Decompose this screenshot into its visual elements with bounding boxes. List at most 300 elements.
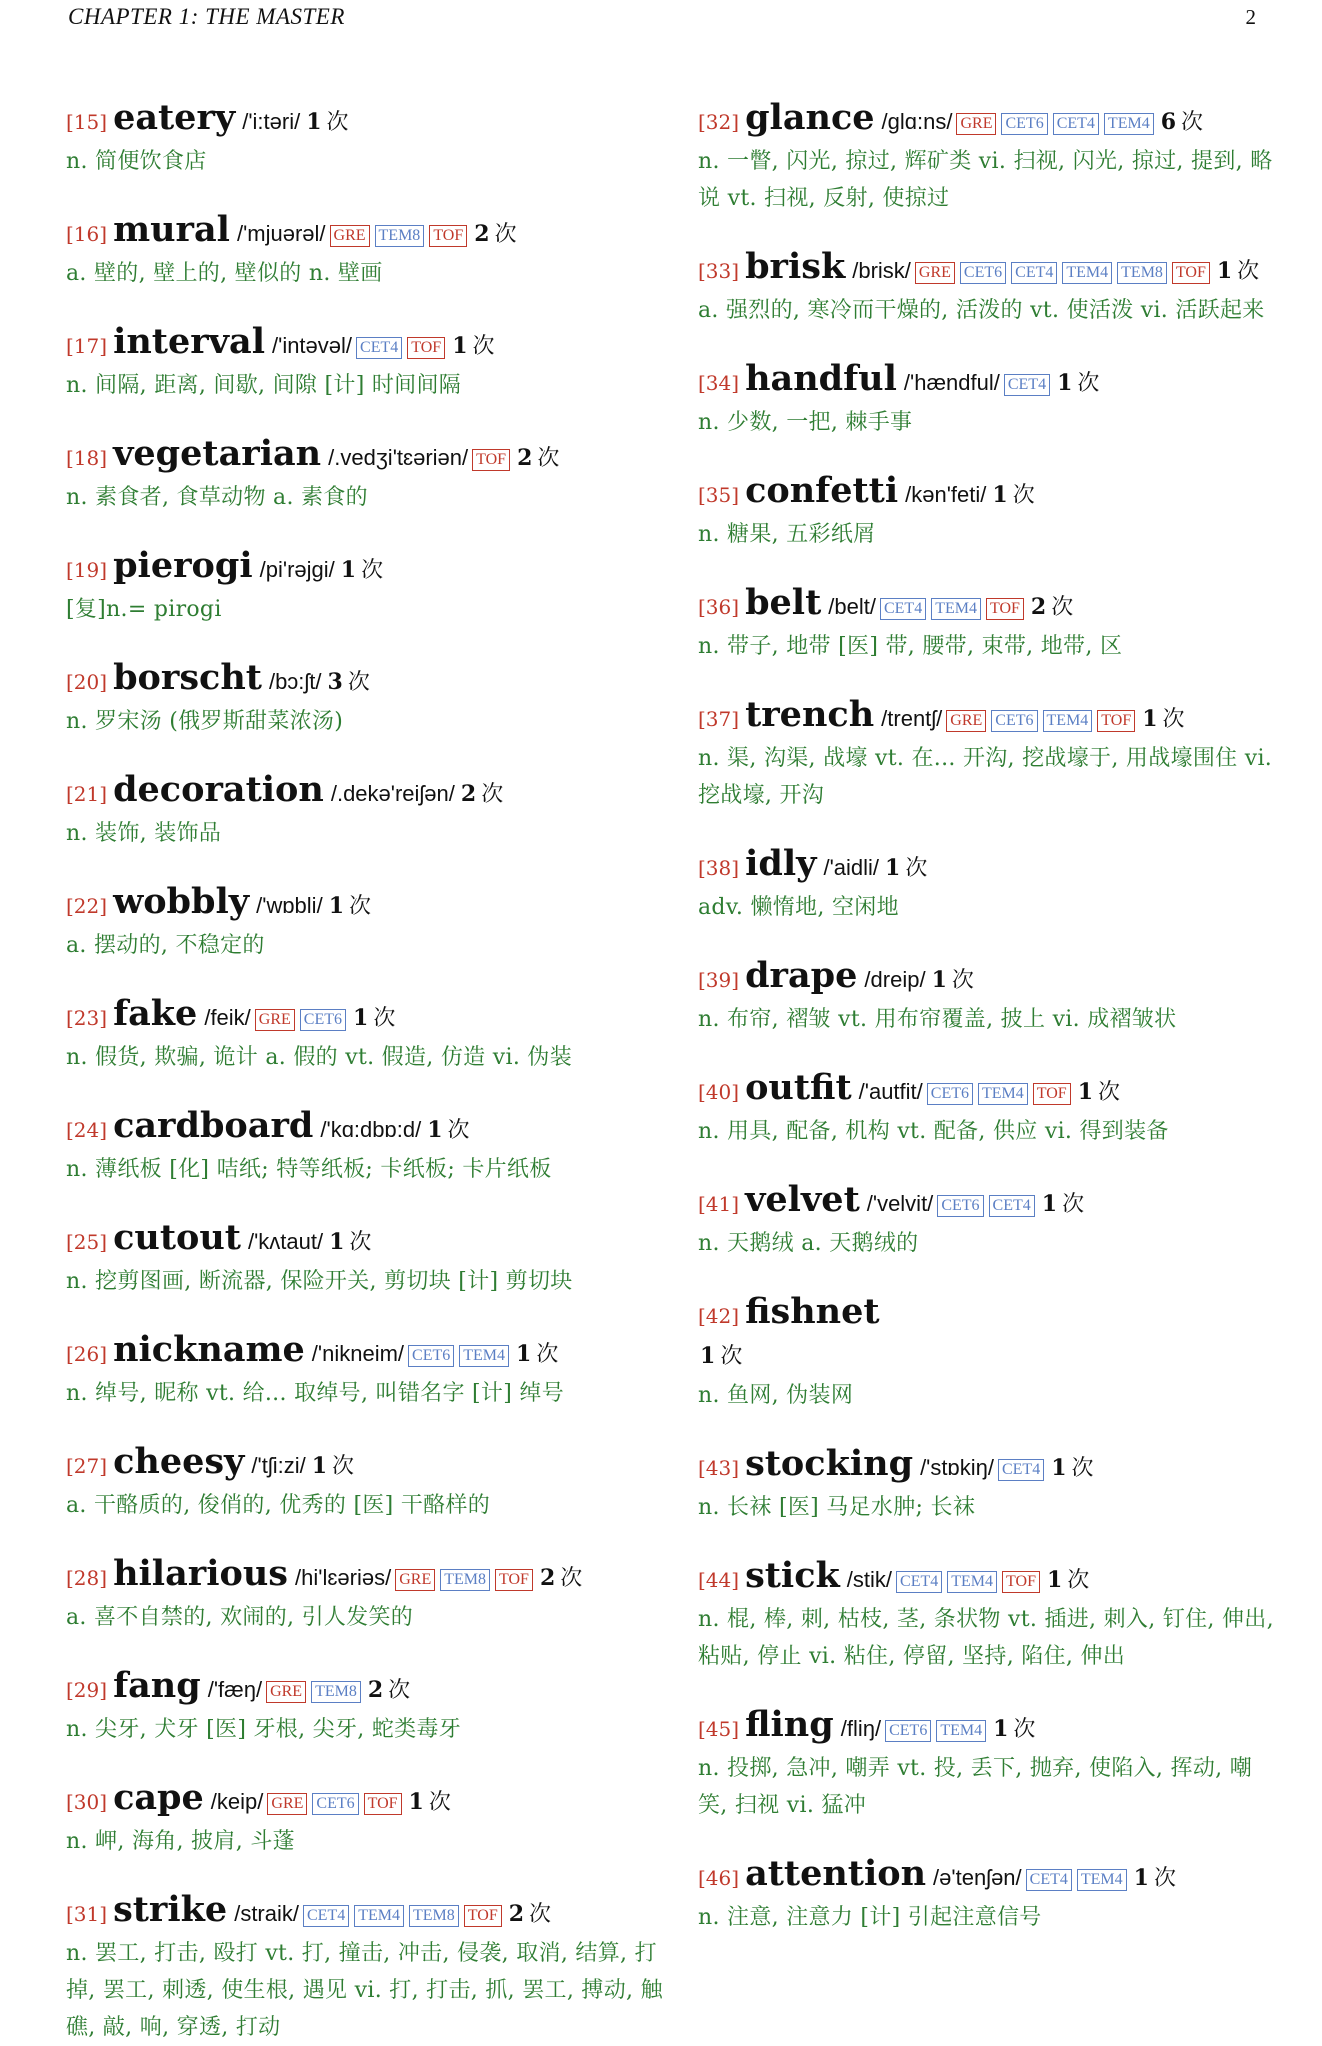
occurrence-number: 1 [885,855,901,881]
entry-definition: n. 用具, 配备, 机构 vt. 配备, 供应 vi. 得到装备 [698,1119,1169,1144]
entry-word: decoration [113,769,324,810]
occurrence-count [1051,1448,1093,1489]
entry-phonetic: /glɑ:ns/ [881,109,953,134]
exam-tag-badge: TEM4 [459,1345,509,1367]
entry-index: [41] [698,1192,740,1216]
entry-definition: n. 假货, 欺骗, 诡计 a. 假的 vt. 假造, 仿造 vi. 伪装 [66,1045,573,1070]
entry-headline [698,1705,1278,1750]
entry-phonetic: /'kɑ:dbɒ:d/ [320,1117,422,1142]
occurrence-suffix: 次 [1098,1080,1121,1105]
entry-word: cardboard [113,1105,314,1146]
entry-definition: n. 简便饮食店 [66,149,207,174]
entry-definition: n. 素食者, 食草动物 a. 素食的 [66,485,368,510]
occurrence-number: 1 [516,1341,532,1367]
exam-tag-badge: TEM8 [375,225,425,247]
vocab-entry [66,98,666,180]
entry-word: fang [113,1665,201,1706]
entry-phonetic: /'aidli/ [823,855,880,880]
entry-index: [27] [66,1454,108,1478]
entry-word: outfit [745,1067,852,1108]
occurrence-count [1031,587,1073,628]
vocab-entry [66,1554,666,1636]
vocab-entry [698,1444,1278,1526]
entry-index: [33] [698,259,740,283]
entry-phonetic: /pi'rəjgi/ [259,557,335,582]
entry-word: mural [113,209,230,250]
entry-index: [17] [66,334,108,358]
occurrence-number: 1 [408,1789,424,1815]
occurrence-count [1134,1858,1176,1899]
entry-definition: n. 布帘, 褶皱 vt. 用布帘覆盖, 披上 vi. 成褶皱状 [698,1007,1177,1032]
entry-definition: n. 少数, 一把, 棘手事 [698,410,913,435]
exam-tag-badge: CET6 [960,262,1006,284]
entry-phonetic: /.vedʒi'tɛəriən/ [328,445,469,470]
occurrence-number: 1 [1041,1191,1058,1217]
entry-word: fake [113,993,198,1034]
vocab-entry [66,770,666,852]
exam-tag-badge: TOF [986,598,1024,620]
entry-word: belt [745,582,822,623]
entry-word: fling [745,1704,834,1745]
entry-index: [19] [66,558,108,582]
occurrence-suffix: 次 [494,222,517,247]
exam-tags [472,450,515,472]
exam-tags [946,711,1140,733]
exam-tag-badge: CET6 [312,1793,358,1815]
entry-index: [38] [698,856,740,880]
occurrence-count [932,960,974,1001]
entry-headline [698,98,1278,143]
vocab-entry [66,1890,666,2046]
occurrence-number: 1 [328,893,344,919]
entry-definition: n. 绰号, 昵称 vt. 给... 取绰号, 叫错名字 [计] 绰号 [66,1381,565,1406]
occurrence-suffix: 次 [349,894,372,919]
entry-definition: n. 长袜 [医] 马足水肿; 长袜 [698,1495,976,1520]
entry-index: [21] [66,782,108,806]
occurrence-count [474,214,516,255]
entry-phonetic: /dreip/ [864,967,926,992]
entry-headline [66,434,666,479]
occurrence-number: 1 [427,1117,443,1143]
exam-tag-badge: TOF [1002,1571,1040,1593]
entry-index: [18] [66,446,108,470]
exam-tag-badge: CET4 [1026,1869,1072,1891]
entry-headline [698,956,1278,1001]
exam-tags [330,226,473,248]
entry-headline [66,1330,666,1375]
exam-tag-badge: TEM4 [1062,262,1112,284]
occurrence-suffix: 次 [332,1454,355,1479]
entry-index: [29] [66,1678,108,1702]
entry-index: [20] [66,670,108,694]
entry-definition: a. 喜不自禁的, 欢闹的, 引人发笑的 [66,1605,414,1630]
exam-tag-badge: TOF [407,337,445,359]
entry-index: [15] [66,110,108,134]
entry-headline [66,210,666,255]
occurrence-count [1161,102,1203,143]
entry-phonetic: /hi'lɛəriəs/ [295,1565,392,1590]
exam-tag-badge: TEM8 [1117,262,1167,284]
occurrence-number: 6 [1160,109,1177,135]
exam-tag-badge: GRE [267,1793,307,1815]
entry-phonetic: /'velvit/ [866,1191,934,1216]
exam-tag-badge: CET4 [1053,113,1099,135]
entry-word: cheesy [113,1441,245,1482]
vocab-entry [66,1330,666,1412]
entry-phonetic: /trentʃ/ [881,706,943,731]
exam-tags [267,1794,406,1816]
occurrence-count [409,1782,451,1823]
exam-tag-badge: GRE [330,225,370,247]
entry-index: [40] [698,1080,740,1104]
occurrence-suffix: 次 [388,1678,411,1703]
entry-index: [35] [698,483,740,507]
occurrence-suffix: 次 [1237,259,1260,284]
entry-word: wobbly [113,881,250,922]
exam-tags [395,1570,538,1592]
exam-tag-badge: CET4 [989,1195,1035,1217]
occurrence-suffix: 次 [373,1006,396,1031]
vocab-entry [66,434,666,516]
exam-tags [880,599,1029,621]
entry-definition: n. 一瞥, 闪光, 掠过, 辉矿类 vi. 扫视, 闪光, 掠过, 提到, 略说 vt. 扫视, 反射, 使掠过 [698,149,1273,211]
entry-headline [66,1106,666,1151]
entry-phonetic: /'mjuərəl/ [236,221,326,246]
exam-tags [255,1010,351,1032]
entry-headline [66,1554,666,1599]
entry-definition: n. 棍, 棒, 刺, 枯枝, 茎, 条状物 vt. 插进, 刺入, 钉住, 伸出, 粘贴, 停止 vi. 粘住, 停留, 坚持, 陷住, 伸出 [698,1607,1274,1669]
entry-word: handful [745,358,897,399]
entry-phonetic: /fliŋ/ [840,1716,882,1741]
occurrence-suffix: 次 [1181,110,1204,135]
occurrence-number: 1 [1077,1079,1094,1105]
occurrence-number: 1 [993,1716,1009,1742]
exam-tag-badge: TEM4 [1077,1869,1127,1891]
occurrence-suffix: 次 [361,558,384,583]
vocab-entry [66,1778,666,1860]
exam-tag-badge: TEM4 [978,1083,1028,1105]
exam-tag-badge: TEM4 [354,1905,404,1927]
entry-definition: n. 岬, 海角, 披肩, 斗蓬 [66,1829,295,1854]
entry-word: brisk [745,246,846,287]
occurrence-number: 1 [992,482,1008,508]
exam-tag-badge: TEM8 [409,1905,459,1927]
entry-phonetic: /'nikneim/ [311,1341,405,1366]
entry-headline [66,98,666,143]
exam-tag-badge: GRE [255,1009,295,1031]
entry-definition: n. 糖果, 五彩纸屑 [698,522,876,547]
entry-phonetic: /'autfit/ [858,1079,923,1104]
entry-headline [698,1180,1278,1225]
exam-tag-badge: CET4 [1004,374,1050,396]
entry-definition: a. 壁的, 壁上的, 壁似的 n. 壁画 [66,261,383,286]
occurrence-count [517,438,559,479]
page-header [68,0,1256,34]
exam-tag-badge: CET6 [1001,113,1047,135]
entry-headline [66,658,666,703]
entry-index: [25] [66,1230,108,1254]
occurrence-number: 1 [329,1229,345,1255]
exam-tag-badge: TOF [472,449,510,471]
vocab-entry [698,1292,1278,1414]
exam-tag-badge: CET6 [937,1195,983,1217]
entry-definition: n. 天鹅绒 a. 天鹅绒的 [698,1231,919,1256]
exam-tag-badge: TEM4 [936,1720,986,1742]
occurrence-suffix: 次 [560,1566,583,1591]
occurrence-number: 1 [1216,258,1233,284]
entry-phonetic: /kən'feti/ [905,482,987,507]
occurrence-number: 1 [700,1343,716,1369]
vocab-entry [698,247,1278,329]
occurrence-count [992,475,1034,516]
entry-headline [66,1778,666,1823]
entry-headline [66,882,666,927]
entry-definition: n. 装饰, 装饰品 [66,821,222,846]
occurrence-count [509,1894,551,1935]
exam-tag-badge: TOF [364,1793,402,1815]
entry-word: stick [745,1555,840,1596]
vocab-entry [66,1218,666,1300]
entry-word: nickname [113,1329,305,1370]
entry-definition: a. 强烈的, 寒冷而干燥的, 活泼的 vt. 使活泼 vi. 活跃起来 [698,298,1265,323]
entry-phonetic: /'wɒbli/ [256,893,323,918]
occurrence-suffix: 次 [447,1118,470,1143]
entry-headline [698,1854,1278,1899]
entry-phonetic: /'tʃi:zi/ [251,1453,306,1478]
vocab-entry [698,1068,1278,1150]
exam-tags [885,1721,991,1743]
entry-definition: n. 罢工, 打击, 殴打 vt. 打, 撞击, 冲击, 侵袭, 取消, 结算, 打掉, 罢工, 刺透, 使生根, 遇见 vi. 打, 打击, 抓, 罢工, 搏动, 触礁, 敲, 响, 穿透, 打动 [66,1941,663,2040]
occurrence-count [461,774,503,815]
exam-tag-badge: TEM8 [311,1681,361,1703]
exam-tag-badge: TEM4 [947,1571,997,1593]
occurrence-count [329,886,371,927]
entry-headline [698,1292,1278,1377]
occurrence-suffix: 次 [537,446,560,471]
exam-tag-badge: CET4 [880,598,926,620]
entry-headline [698,1556,1278,1601]
vocab-entry [698,471,1278,553]
exam-tag-badge: TEM4 [1104,113,1154,135]
vocab-entry [66,882,666,964]
entry-definition: n. 挖剪图画, 断流器, 保险开关, 剪切块 [计] 剪切块 [66,1269,573,1294]
entry-headline [66,1218,666,1263]
entry-index: [22] [66,894,108,918]
entry-headline [698,471,1278,516]
entry-definition: n. 鱼网, 伪装网 [698,1383,854,1408]
entry-index: [16] [66,222,108,246]
occurrence-number: 1 [1133,1865,1149,1891]
occurrence-suffix: 次 [1062,1192,1085,1217]
exam-tag-badge: TOF [1097,710,1135,732]
occurrence-count [1047,1560,1089,1601]
entry-word: interval [113,321,265,362]
entry-word: attention [745,1853,927,1894]
entry-phonetic: /'fæŋ/ [207,1677,263,1702]
occurrence-number: 2 [460,781,477,807]
entry-index: [42] [698,1304,740,1328]
entry-definition: n. 间隔, 距离, 间歇, 间隙 [计] 时间间隔 [66,373,462,398]
exam-tag-badge: TOF [429,225,467,247]
occurrence-suffix: 次 [347,670,370,695]
exam-tags [998,1460,1049,1482]
entry-phonetic: /'stɒkiŋ/ [920,1455,994,1480]
entry-phonetic: /'hændful/ [903,370,1000,395]
occurrence-count [993,1709,1035,1750]
entry-index: [36] [698,595,740,619]
exam-tag-badge: TOF [1172,262,1210,284]
entry-word: confetti [745,470,899,511]
occurrence-count [353,998,395,1039]
entry-index: [28] [66,1566,108,1590]
entry-headline [66,1890,666,1935]
entry-phonetic: /'kʌtaut/ [247,1229,324,1254]
exam-tag-badge: GRE [956,113,996,135]
occurrence-number: 1 [306,109,322,135]
entry-word: hilarious [113,1553,289,1594]
entry-headline [698,1068,1278,1113]
vocab-entry [698,359,1278,441]
entry-headline [66,770,666,815]
occurrence-suffix: 次 [905,856,928,881]
entry-index: [44] [698,1568,740,1592]
entry-phonetic: /'i:təri/ [242,109,301,134]
vocab-entry [66,322,666,404]
entry-headline [698,844,1278,889]
entry-definition: n. 尖牙, 犬牙 [医] 牙根, 尖牙, 蛇类毒牙 [66,1717,462,1742]
vocab-entry [698,583,1278,665]
exam-tags [956,114,1158,136]
exam-tag-badge: CET4 [303,1905,349,1927]
occurrence-suffix: 次 [1077,371,1100,396]
entry-index: [46] [698,1866,740,1890]
occurrence-count [540,1558,582,1599]
entry-index: [26] [66,1342,108,1366]
exam-tag-badge: CET4 [1011,262,1057,284]
entry-word: strike [113,1889,228,1930]
occurrence-count [885,848,927,889]
exam-tag-badge: GRE [266,1681,306,1703]
entry-definition: n. 带子, 地带 [医] 带, 腰带, 束带, 地带, 区 [698,634,1123,659]
entry-word: eatery [113,97,236,138]
entry-index: [32] [698,110,740,134]
occurrence-number: 1 [340,557,357,583]
entry-word: drape [745,955,858,996]
entry-word: glance [745,97,875,138]
occurrence-number: 3 [327,669,343,695]
vocab-entry [66,994,666,1076]
entry-index: [43] [698,1456,740,1480]
occurrence-number: 2 [508,1901,525,1927]
entry-word: cutout [113,1217,241,1258]
exam-tag-badge: CET6 [300,1009,346,1031]
exam-tags [266,1682,366,1704]
occurrence-suffix: 次 [428,1790,451,1815]
exam-tags [356,338,450,360]
occurrence-number: 2 [474,221,490,247]
entry-phonetic: /bɔ:ʃt/ [268,669,322,694]
exam-tag-badge: CET6 [991,710,1037,732]
entry-index: [24] [66,1118,108,1142]
exam-tag-badge: TOF [495,1569,533,1591]
entry-index: [31] [66,1902,108,1926]
occurrence-suffix: 次 [349,1230,372,1255]
entry-index: [34] [698,371,740,395]
occurrence-number: 1 [311,1453,328,1479]
entry-phonetic: /belt/ [828,594,876,619]
entry-headline [698,1444,1278,1489]
exam-tag-badge: TEM8 [440,1569,490,1591]
exam-tags [1026,1870,1132,1892]
occurrence-number: 1 [931,967,947,993]
entry-phonetic: /'intəvəl/ [272,333,353,358]
exam-tags [408,1346,514,1368]
entry-phonetic: /brisk/ [852,258,911,283]
occurrence-count [368,1670,410,1711]
occurrence-count [328,662,370,703]
exam-tags [303,1906,507,1928]
exam-tag-badge: CET4 [998,1459,1044,1481]
entry-definition: n. 投掷, 急冲, 嘲弄 vt. 投, 丢下, 抛弃, 使陷入, 挥动, 嘲笑, 扫视 vi. 猛冲 [698,1756,1253,1818]
occurrence-number: 1 [1051,1455,1067,1481]
occurrence-suffix: 次 [529,1902,552,1927]
page-number: 2 [1245,4,1256,29]
exam-tags [927,1084,1076,1106]
entry-definition: [复]n.= pirogi [66,597,222,622]
vocab-entry [698,1854,1278,1936]
occurrence-suffix: 次 [1162,707,1185,732]
exam-tag-badge: CET6 [927,1083,973,1105]
entry-definition: n. 罗宋汤 (俄罗斯甜菜浓汤) [66,709,344,734]
entry-phonetic: /.dekə'reiʃən/ [330,781,455,806]
occurrence-suffix: 次 [1012,483,1035,508]
exam-tag-badge: CET4 [356,337,402,359]
entry-index: [30] [66,1790,108,1814]
occurrence-suffix: 次 [1013,1717,1036,1742]
occurrence-suffix: 次 [1153,1866,1176,1891]
entry-headline [698,359,1278,404]
occurrence-count [306,102,348,143]
entry-index: [39] [698,968,740,992]
occurrence-suffix: 次 [481,782,504,807]
entry-headline [66,994,666,1039]
entry-word: idly [745,843,817,884]
entry-word: vegetarian [113,433,322,474]
exam-tag-badge: CET4 [896,1571,942,1593]
entry-index: [23] [66,1006,108,1030]
occurrence-number: 2 [1030,594,1047,620]
occurrence-suffix: 次 [536,1342,559,1367]
entry-headline [698,583,1278,628]
entry-word: stocking [745,1443,914,1484]
exam-tag-badge: GRE [915,262,955,284]
vocab-entry [66,210,666,292]
occurrence-count [1142,699,1184,740]
occurrence-count [427,1110,469,1151]
entry-index: [45] [698,1717,740,1741]
occurrence-count [1217,251,1259,292]
exam-tag-badge: TOF [1033,1083,1071,1105]
occurrence-number: 2 [517,445,533,471]
entry-index: [37] [698,707,740,731]
occurrence-count [700,1336,742,1377]
exam-tags [896,1572,1045,1594]
left-column [66,68,666,2046]
entry-phonetic: /ə'tenʃən/ [933,1865,1022,1890]
exam-tag-badge: CET6 [408,1345,454,1367]
vocab-entry [66,546,666,628]
vocab-entry [698,956,1278,1038]
